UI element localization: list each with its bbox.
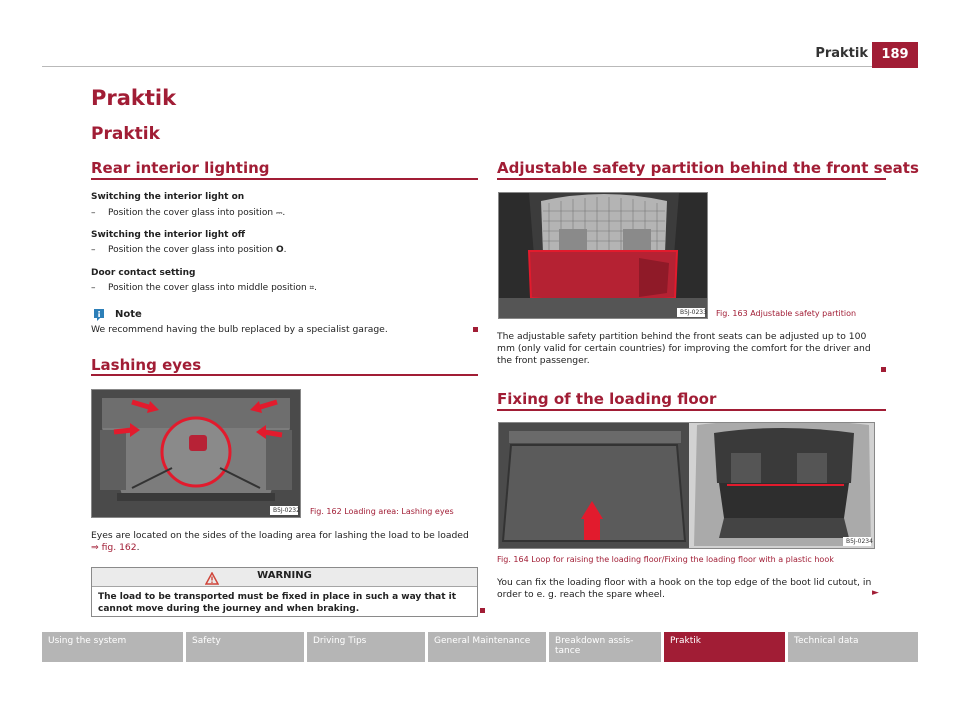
section-title-rear-lighting: Rear interior lighting [91, 159, 270, 177]
note-text: We recommend having the bulb replaced by a specialist garage. [91, 324, 388, 335]
tab-breakdown-assistance[interactable]: Breakdown assis-tance [549, 632, 661, 662]
figure-code: B5J-0232 [273, 507, 300, 514]
partition-text: The adjustable safety partition behind the front seats can be adjusted up to 100 mm (only valid for certain countries) for improving the comfort for the driver and the front passenger. [497, 331, 871, 366]
list-dash: – [91, 245, 96, 255]
tab-safety[interactable]: Safety [186, 632, 304, 662]
figure-loading-floor [498, 422, 875, 549]
figure-caption-163: Fig. 163 Adjustable safety partition [716, 309, 857, 318]
section-title-lashing-eyes: Lashing eyes [91, 356, 202, 374]
list-dash: – [91, 208, 96, 218]
warning-box [91, 567, 478, 617]
loading-floor-text: You can fix the loading floor with a hook on the top edge of the boot lid cutout, in order to e. g. reach the spare wheel. [497, 577, 872, 600]
tab-using-the-system[interactable]: Using the system [42, 632, 183, 662]
figure-caption-162: Fig. 162 Loading area: Lashing eyes [310, 507, 454, 516]
tab-praktik[interactable]: Praktik [664, 632, 785, 662]
figure-link-162[interactable]: ⇒ fig. 162 [91, 542, 137, 553]
step-door-contact [91, 283, 317, 293]
step-suffix: . [314, 283, 317, 293]
lashing-text-suffix: . [136, 542, 140, 553]
subheading-light-off: Switching the interior light off [91, 230, 246, 240]
list-dash: – [91, 283, 96, 293]
chapter-title: Praktik [91, 86, 177, 110]
subheading-door-contact: Door contact setting [91, 268, 196, 278]
arrow-right-icon: ► [872, 588, 879, 598]
step-light-off [91, 245, 287, 255]
step-suffix: . [282, 208, 286, 218]
end-of-section-mark [480, 608, 485, 613]
figure-code: B5J-0234 [846, 538, 873, 545]
header-rule [42, 66, 918, 67]
section-rule [91, 374, 478, 376]
step-text: Position the cover glass into position [108, 208, 274, 218]
section-rule [497, 178, 886, 180]
note-title: Note [115, 309, 142, 320]
tab-general-maintenance[interactable]: General Maintenance [428, 632, 546, 662]
warning-text: The load to be transported must be fixed in place in such a way that it cannot move during the journey and when braking. [98, 592, 457, 614]
end-of-section-mark [473, 327, 478, 332]
lashing-text [91, 530, 471, 554]
step-text: Position the cover glass into position [108, 245, 274, 255]
page-number: 189 [872, 42, 918, 68]
step-light-on [91, 208, 285, 218]
section-title-loading-floor: Fixing of the loading floor [497, 390, 717, 408]
chapter-subtitle: Praktik [91, 124, 160, 144]
figure-lashing-eyes [91, 389, 301, 518]
section-title-partition: Adjustable safety partition behind the front seats [497, 159, 919, 177]
lashing-text-body: Eyes are located on the sides of the loading area for lashing the load to be loaded [91, 530, 469, 541]
step-text: Position the cover glass into middle position [108, 283, 307, 293]
warning-header [92, 568, 477, 587]
section-rule [497, 409, 886, 411]
figure-safety-partition [498, 192, 708, 319]
position-symbol-on: ⎓ [276, 208, 283, 217]
tab-technical-data[interactable]: Technical data [788, 632, 918, 662]
step-suffix: . [283, 245, 287, 255]
subheading-light-on: Switching the interior light on [91, 192, 245, 202]
position-symbol-off: O [276, 245, 284, 255]
warning-title: WARNING [257, 570, 312, 581]
position-symbol-door: ⌗ [309, 283, 315, 292]
end-of-section-mark [881, 367, 886, 372]
tab-driving-tips[interactable]: Driving Tips [307, 632, 425, 662]
figure-code: B5J-0233 [680, 309, 707, 316]
running-header-title: Praktik [815, 46, 868, 61]
figure-caption-164: Fig. 164 Loop for raising the loading floor/Fixing the loading floor with a plastic hook [497, 555, 834, 564]
section-rule [91, 178, 478, 180]
